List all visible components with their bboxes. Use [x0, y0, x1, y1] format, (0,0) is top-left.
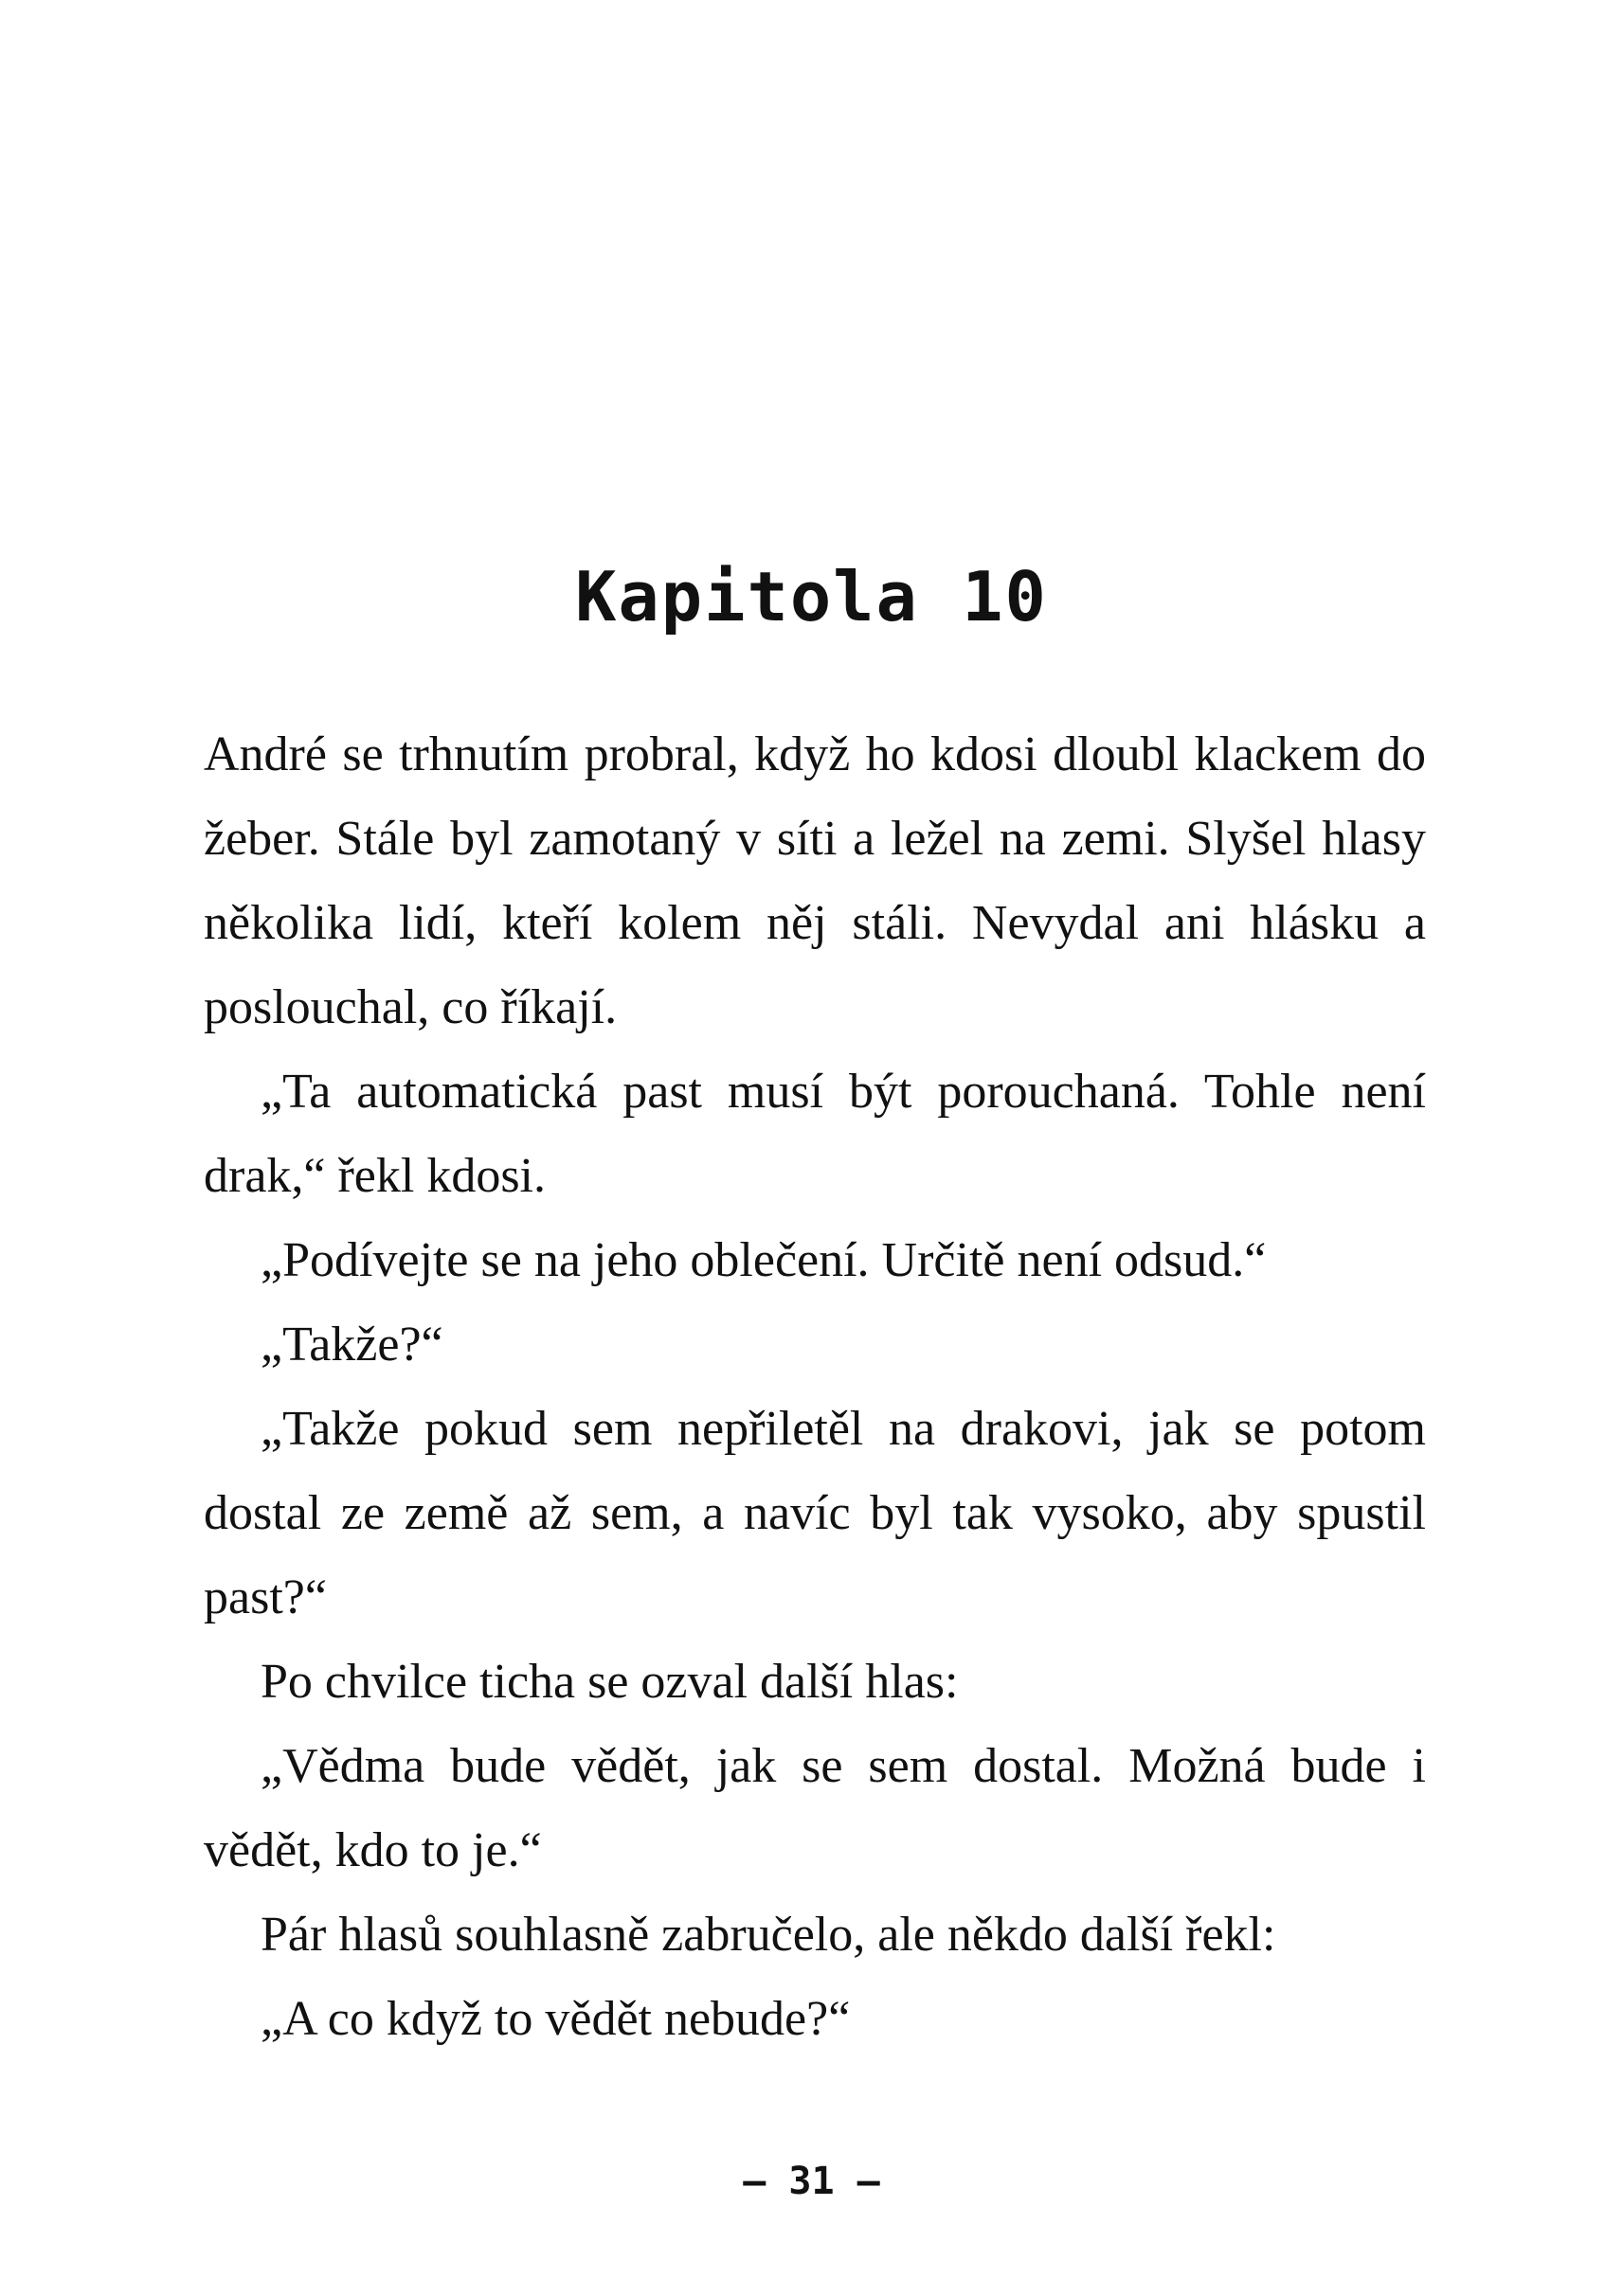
paragraph: „Takže pokud sem nepřiletěl na drakovi, jak se potom dostal ze země až sem, a navíc byl tak vysoko, aby spustil past?“ — [204, 1402, 1426, 1624]
page-number: – 31 – — [743, 2160, 880, 2203]
paragraph: André se trhnutím probral, když ho kdosi dloubl klackem do žeber. Stále byl zamotaný v síti a ležel na zemi. Slyšel hlasy několika lidí, kteří kolem něj stáli. Nevydal ani hlásku a poslouchal, co říkají. — [204, 727, 1426, 1034]
paragraph: „Vědma bude vědět, jak se sem dostal. Možná bude i vědět, kdo to je.“ — [204, 1739, 1426, 1877]
paragraph: Pár hlasů souhlasně zabručelo, ale někdo další řekl: — [261, 1908, 1276, 1962]
paragraph: „Takže?“ — [261, 1318, 443, 1372]
chapter-body — [204, 712, 1426, 2061]
paragraph: „Podívejte se na jeho oblečení. Určitě není odsud.“ — [261, 1233, 1267, 1287]
chapter-title: Kapitola 10 — [575, 557, 1048, 637]
paragraph: „Ta automatická past musí být porouchaná. Tohle není drak,“ řekl kdosi. — [204, 1065, 1426, 1203]
paragraph: Po chvilce ticha se ozval další hlas: — [261, 1655, 959, 1709]
paragraph: „A co když to vědět nebude?“ — [261, 1992, 851, 2046]
